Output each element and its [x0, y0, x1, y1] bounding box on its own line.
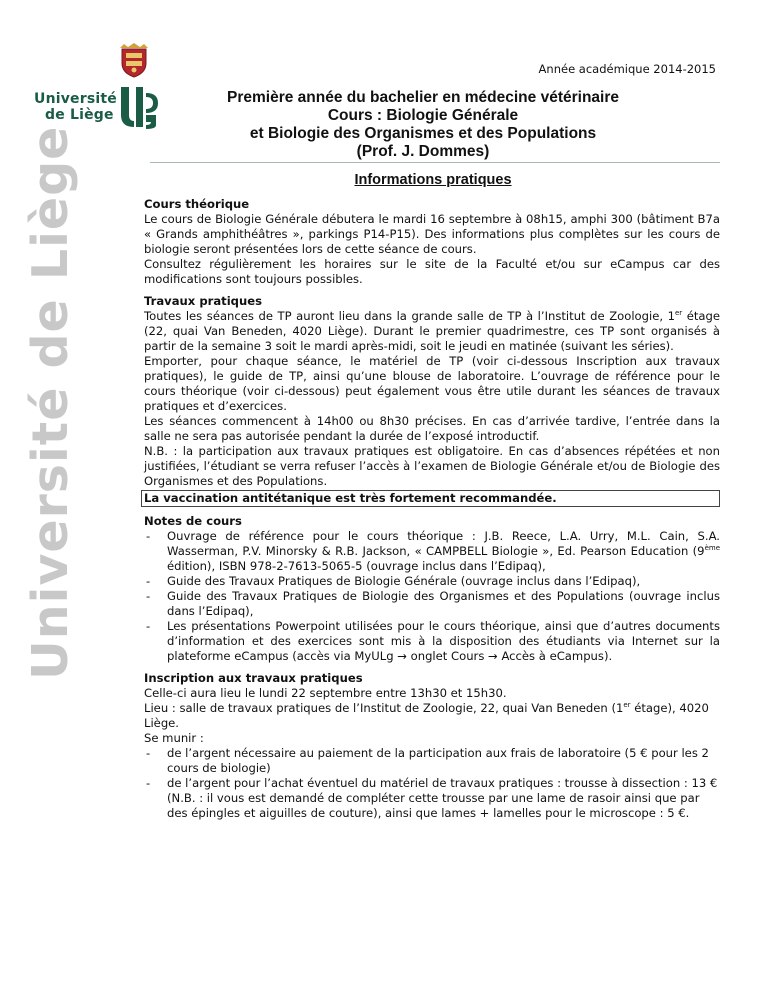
list-item: - de l’argent nécessaire au paiement de la participation aux frais de laboratoire (5 € pour les 2 cours de biologie) — [144, 746, 720, 776]
section-notes-de-cours — [144, 514, 720, 664]
section-title: Cours théorique — [144, 197, 250, 211]
crest-icon — [116, 43, 152, 79]
paragraph: Celle-ci aura lieu le lundi 22 septembre entre 13h30 et 15h30. — [144, 686, 507, 700]
title-line-3: et Biologie des Organismes et des Populations — [249, 125, 597, 142]
logo-name-line2: de Liège — [45, 107, 114, 123]
text-span: édition), ISBN 978-2-7613-5065-5 (ouvrage inclus dans l’Edipaq), — [167, 559, 546, 573]
list-item: - Guide des Travaux Pratiques de Biologie des Organismes et des Populations (ouvrage inclus dans l’Edipaq), — [144, 589, 720, 619]
document-body — [144, 197, 720, 828]
paragraph: Consultez régulièrement les horaires sur le site de la Faculté et/ou sur eCampus car des modifications sont toujours possibles. — [144, 257, 720, 286]
title-line-1: Première année du bachelier en médecine vétérinaire — [227, 89, 619, 106]
section-cours-theorique — [144, 197, 720, 287]
paragraph: Se munir : — [144, 731, 204, 745]
logo-name-line1: Université — [34, 91, 117, 107]
vertical-brand-text: Université de Liège — [22, 125, 79, 680]
title-line-2: Cours : Biologie Générale — [327, 107, 519, 124]
list-item: - Les présentations Powerpoint utilisées pour le cours théorique, ainsi que d’autres documents d’information et des exercices sont mis à la disposition des étudiants via Internet sur la plateforme eCampus (accès via MyULg → onglet Cours → Accès à eCampus). — [144, 619, 720, 664]
list-item — [144, 529, 720, 574]
text-span: étage), 4020 Liège. — [144, 701, 709, 730]
text-span: étage (22, quai Van Beneden, 4020 Liège). Durant le premier quadrimestre, ces TP sont organisés à partir de la semaine 3 soit le mardi après-midi, soit le jeudi en matinée (suivant les séries). — [144, 309, 721, 353]
section-heading: Informations pratiques — [354, 172, 512, 188]
superscript: er — [623, 701, 631, 710]
paragraph — [144, 701, 720, 731]
list-item: - Guide des Travaux Pratiques de Biologie Générale (ouvrage inclus dans l’Edipaq), — [144, 574, 720, 589]
paragraph: Les séances commencent à 14h00 ou 8h30 précises. En cas d’arrivée tardive, l’entrée dans la salle ne sera pas autorisée pendant la durée de l’exposé introductif. — [144, 414, 720, 443]
section-travaux-pratiques — [144, 294, 720, 507]
section-inscription — [144, 671, 720, 821]
text-span: Toutes les séances de TP auront lieu dans la grande salle de TP à l’Institut de Zoologie, 1 — [144, 309, 675, 323]
section-title: Notes de cours — [144, 514, 242, 528]
header-divider — [150, 162, 720, 163]
vaccination-notice: La vaccination antitétanique est très fortement recommandée. — [141, 490, 720, 507]
superscript: er — [674, 309, 683, 318]
superscript: ème — [704, 544, 720, 553]
academic-year: Année académique 2014-2015 — [538, 62, 716, 76]
inscription-list — [144, 746, 720, 821]
paragraph — [144, 309, 720, 354]
paragraph: Le cours de Biologie Générale débutera le mardi 16 septembre à 08h15, amphi 300 (bâtiment B7a « Grands amphithéâtres », parkings P14-P15). Des informations plus complètes sur les cours de biologie seront présentées lors de cette séance de cours. — [144, 212, 720, 256]
section-title: Travaux pratiques — [144, 294, 262, 308]
paragraph: Emporter, pour chaque séance, le matériel de TP (voir ci-dessous Inscription aux travaux pratiques), le guide de TP, ainsi qu’une blouse de laboratoire. L’ouvrage de référence pour le cours théorique (voir ci-dessous) peut également vous être utile durant les séances de travaux pratiques et d’exercices. — [144, 354, 720, 413]
notes-list — [144, 529, 720, 664]
paragraph: N.B. : la participation aux travaux pratiques est obligatoire. En cas d’absences répétées et non justifiées, l’étudiant se verra refuser l’accès à l’examen de Biologie Générale et/ou de Biologie des Organismes et des Populations. — [144, 444, 720, 488]
list-item: - de l’argent pour l’achat éventuel du matériel de travaux pratiques : trousse à dissection : 13 € (N.B. : il vous est demandé de compléter cette trousse par une lame de rasoir ainsi que par des épingles et aiguilles de couture), ainsi que lames + lamelles pour le microscope : 5 €. — [144, 776, 720, 821]
page-title — [150, 89, 696, 161]
text-span: Lieu : salle de travaux pratiques de l’Institut de Zoologie, 22, quai Van Beneden (1 — [144, 701, 624, 715]
section-title: Inscription aux travaux pratiques — [144, 671, 363, 685]
text-span: Ouvrage de référence pour le cours théorique : J.B. Reece, L.A. Urry, M.L. Cain, S.A. Wasserman, P.V. Minorsky & R.B. Jackson, « CAMPBELL Biologie », Ed. Pearson Education (9 — [167, 529, 720, 558]
title-line-4: (Prof. J. Dommes) — [356, 143, 490, 160]
